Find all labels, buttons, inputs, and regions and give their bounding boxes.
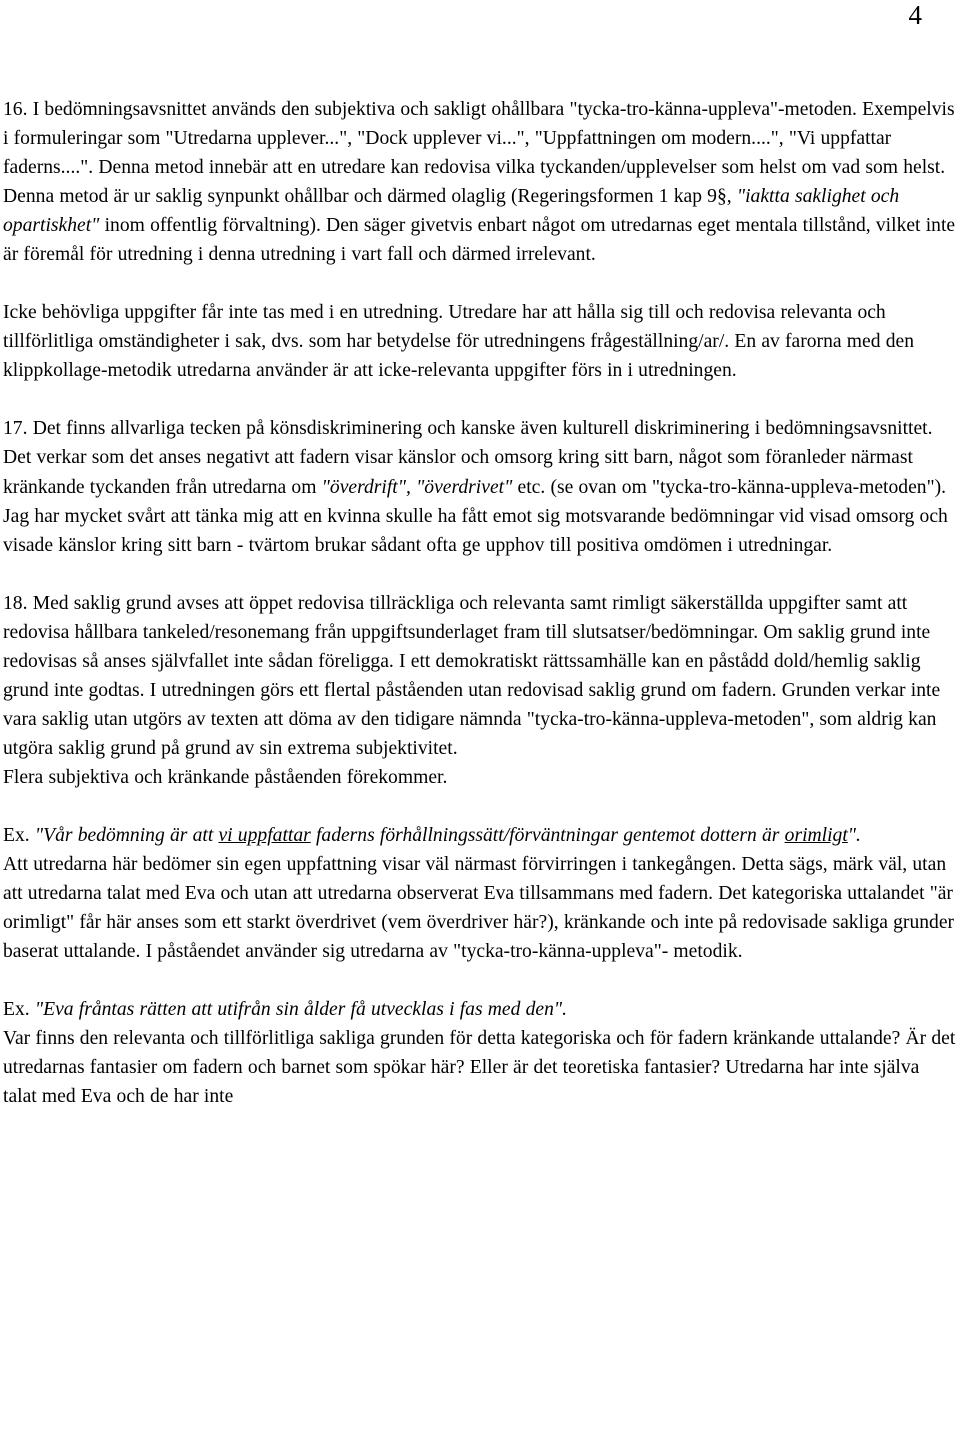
paragraph-16-quote: "iaktta saklighet och opartiskhet" <box>3 186 900 237</box>
paragraph-16-text-a: 16. I bedömningsavsnittet används den subjektiva och sakligt ohållbara "tycka-tro-känna-uppleva"-metoden. Exempelvis i formuleringar som "Utredarna upplever...", "Dock upplever vi...", "Uppfattningen om modern....", "Vi uppfattar faderns....". Denna metod innebär att en utredare kan redovisa vilka tyckanden/upplevelser som helst om vad som helst. Denna metod är ur saklig synpunkt ohållbar och därmed olaglig (Regeringsformen 1 kap 9§, <box>3 99 955 208</box>
paragraph-17-text-c: etc. (se ovan om "tycka-tro-känna-uppleva-metoden"). Jag har mycket svårt att tänka mig att en kvinna skulle ha fått emot sig motsvarande bedömningar vid visad omsorg och visade känslor kring sitt barn - tvärtom brukar sådant ofta ge upphov till positiva omdömen i utredningar. <box>3 476 948 556</box>
example-1 <box>3 821 958 966</box>
example-1-quote-part-2: faderns förhållningssätt/förväntningar gentemot dottern är <box>310 824 785 846</box>
paragraph-17-text-a: 17. Det finns allvarliga tecken på könsdiskriminering och kanske även kulturell diskriminering i bedömningsavsnittet. Det verkar som det anses negativt att fadern visar känslor och omsorg kring sitt barn, något som föranleder närmast kränkande tyckanden från utredarna om <box>3 418 933 498</box>
paragraph-17 <box>3 414 958 559</box>
example-2-commentary: Var finns den relevanta och tillförlitliga sakliga grunden för detta kategoriska och för fadern kränkande uttalande? Är det utredarnas fantasier om fadern och barnet som spökar här? Eller är det teoretiska fantasier? Utredarna har inte själva talat med Eva och de har inte <box>3 1028 956 1108</box>
paragraph-18-continued: Flera subjektiva och kränkande påståenden förekommer. <box>3 766 448 788</box>
paragraph-16-text-c: inom offentlig förvaltning). Den säger givetvis enbart något om utredarnas eget mentala tillstånd, vilket inte är föremål för utredning i denna utredning i vart fall och därmed irrelevant. <box>3 215 956 266</box>
paragraph-17-quote: "överdrift", "överdrivet" <box>321 476 513 498</box>
example-2-prefix: Ex. <box>3 999 35 1021</box>
paragraph-18: 18. Med saklig grund avses att öppet redovisa tillräckliga och relevanta samt rimligt säkerställda uppgifter samt att redovisa hållbara tankeled/resonemang från uppgiftsunderlaget fram till slutsatser/bedömningar. Om saklig grund inte redovisas så anses självfallet inte sådan föreligga. I ett demokratiskt rättssamhälle kan en påstådd dold/hemlig saklig grund inte godtas. I utredningen görs ett flertal påståenden utan redovisad saklig grund om fadern. Grunden verkar inte vara saklig utan utgörs av texten att döma av den tidigare nämnda "tycka-tro-känna-uppleva-metoden", som aldrig kan utgöra saklig grund på grund av sin extrema subjektivitet. <box>3 592 941 759</box>
example-2 <box>3 995 958 1111</box>
page-number: 4 <box>908 0 922 30</box>
example-1-commentary: Att utredarna här bedömer sin egen uppfattning visar väl närmast förvirringen i tankegången. Detta sägs, märk väl, utan att utredarna talat med Eva och utan att utredarna observerat Eva tillsammans med fadern. Det kategoriska uttalandet "är orimligt" får här anses som ett starkt överdrivet (vem överdriver här?), kränkande och inte på redovisade sakliga grunder baserat uttalande. I påståendet använder sig utredarna av "tycka-tro-känna-uppleva"- metodik. <box>3 854 955 963</box>
example-1-quote <box>35 825 861 846</box>
document-body <box>3 95 958 1111</box>
example-1-quote-underlined-1: vi uppfattar <box>218 824 311 846</box>
paragraph-16 <box>3 95 958 269</box>
example-1-quote-part-3: ". <box>847 824 861 846</box>
example-1-prefix: Ex. <box>3 824 35 846</box>
paragraph-16-continued: Icke behövliga uppgifter får inte tas med i en utredning. Utredare har att hålla sig till och redovisa relevanta och tillförlitliga omständigheter i sak, dvs. som har betydelse för utredningens frågeställning/ar/. En av farorna med den klippkollage-metodik utredarna använder är att icke-relevanta uppgifter förs in i utredningen. <box>3 302 914 382</box>
example-2-quote: "Eva fråntas rätten att utifrån sin ålder få utvecklas i fas med den". <box>34 999 568 1021</box>
example-1-quote-underlined-2: orimligt <box>784 824 848 846</box>
example-1-quote-part-1: "Vår bedömning är att <box>34 824 219 846</box>
